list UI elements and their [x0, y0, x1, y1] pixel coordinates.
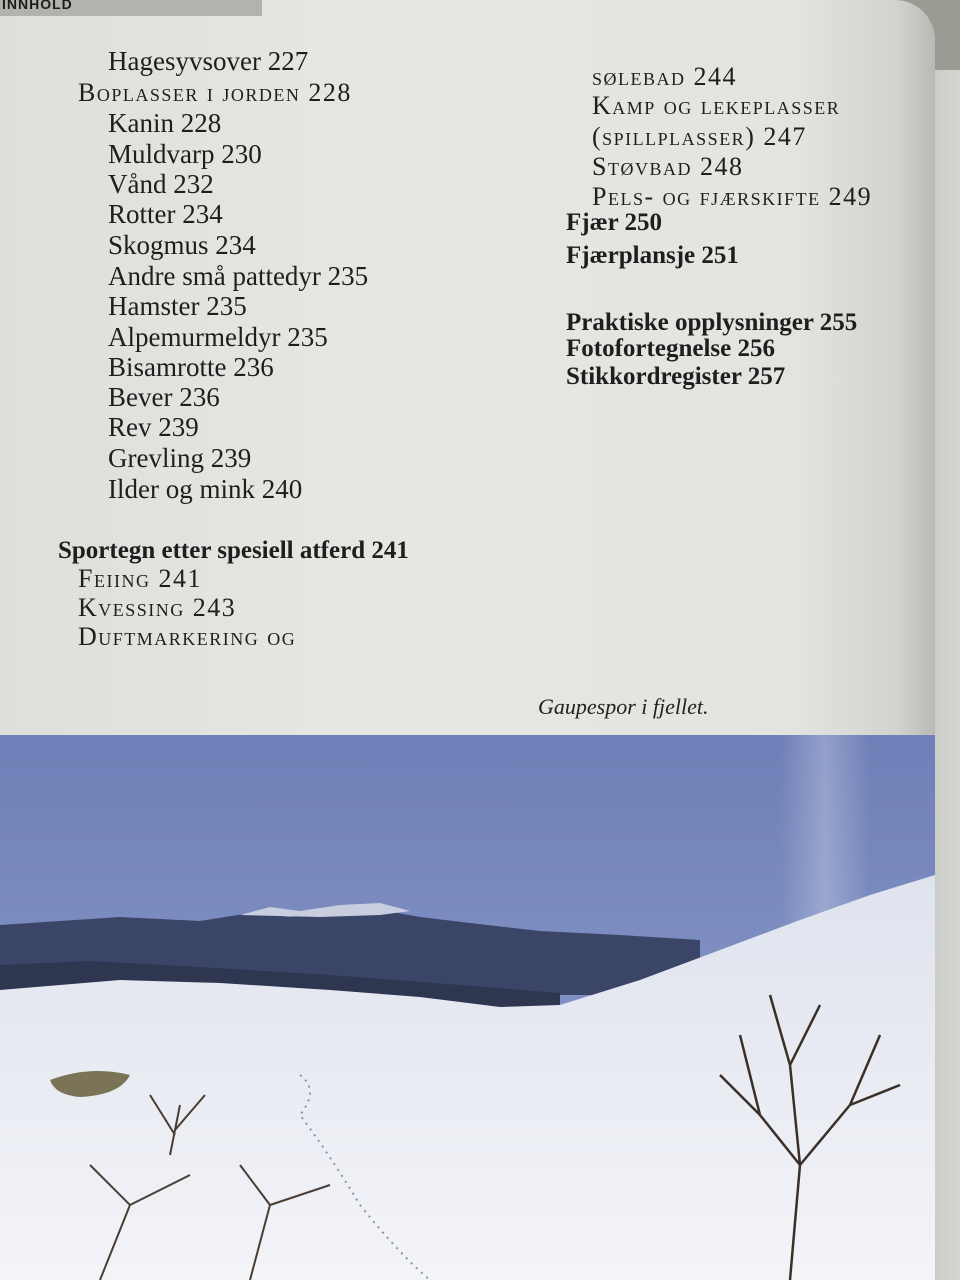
toc-entry: Bisamrotte 236 [108, 352, 274, 382]
toc-heading: Fjær 250 [566, 209, 663, 236]
toc-entry: Vånd 232 [108, 169, 214, 199]
photo-caption: Gaupespor i fjellet. [538, 694, 709, 719]
toc-entry: Støvbad 248 [592, 152, 744, 181]
toc-heading: Fjærplansje 251 [566, 242, 739, 269]
toc-entry: Grevling 239 [108, 443, 252, 473]
toc-heading: Fotofortegnelse 256 [566, 335, 775, 362]
toc-entry: Kamp og lekeplasser [592, 91, 841, 120]
toc-entry: Kvessing 243 [78, 593, 237, 622]
toc-entry: Hagesyvsover 227 [108, 46, 309, 76]
toc-entry: Feiing 241 [78, 564, 202, 593]
toc-entry: Rotter 234 [108, 199, 223, 229]
toc-heading: Praktiske opplysninger 255 [566, 309, 858, 336]
section-header-tab [0, 0, 262, 16]
toc-entry: Alpemurmeldyr 235 [108, 322, 328, 352]
toc-entry: Rev 239 [108, 412, 199, 442]
toc-entry: Boplasser i jorden 228 [78, 78, 352, 107]
toc-entry: Duftmarkering og [78, 622, 297, 651]
section-header-label: INNHOLD [2, 0, 73, 12]
toc-heading: Stikkordregister 257 [566, 363, 786, 390]
toc-entry: Andre små pattedyr 235 [108, 261, 369, 291]
toc-entry: (spillplasser) 247 [592, 122, 807, 151]
toc-entry: Muldvarp 230 [108, 139, 262, 169]
toc-entry: Ilder og mink 240 [108, 474, 303, 504]
toc-entry: Hamster 235 [108, 291, 247, 321]
toc-entry: Bever 236 [108, 382, 220, 412]
lynx-tracks-landscape-photo [0, 735, 935, 1280]
toc-entry: Skogmus 234 [108, 230, 256, 260]
toc-entry: Kanin 228 [108, 108, 222, 138]
toc-heading: Sportegn etter spesiell atferd 241 [58, 537, 409, 564]
toc-entry: Pels- og fjærskifte 249 [592, 182, 873, 211]
toc-entry: sølebad 244 [592, 62, 738, 91]
